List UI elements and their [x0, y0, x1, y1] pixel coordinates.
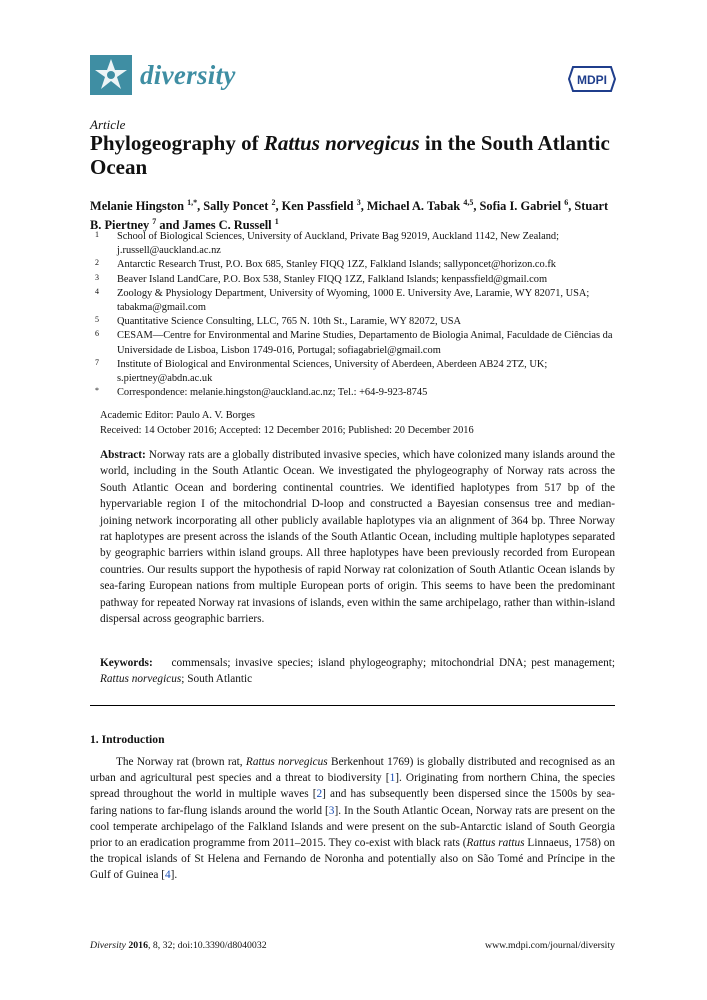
abstract-label: Abstract: [100, 449, 146, 461]
mdpi-logo[interactable] [567, 64, 617, 99]
affiliation-list [90, 230, 620, 400]
author[interactable]: Michael A. Tabak $^{4,5}$ [366, 198, 474, 214]
page-footer [90, 940, 615, 951]
author[interactable]: Sofia I. Gabriel $^6$ [479, 198, 569, 214]
publisher-name: MDPI [577, 73, 607, 87]
keywords-label: Keywords: [100, 657, 153, 669]
mdpi-emblem-icon [567, 64, 617, 94]
citation-link[interactable]: 3 [328, 804, 335, 817]
academic-editor: Academic Editor: Paulo A. V. Borges [100, 410, 255, 421]
author[interactable]: Melanie Hingston $^{1,*}$ [90, 198, 198, 214]
journal-emblem-icon [90, 55, 132, 95]
abstract [100, 447, 615, 627]
affiliation-item: 3 Beaver Island LandCare, P.O. Box 538, Stanley FIQQ 1ZZ, Falkland Islands; kenpassfield@gmail.com [95, 272, 548, 285]
article-title: Phylogeography of Rattus norvegicus in the South Atlantic Ocean [90, 131, 610, 179]
publication-info [100, 409, 474, 438]
citation-link[interactable]: 1 [389, 772, 396, 785]
abstract-text: Norway rats are a globally distributed invasive species, which have colonized many islands around the world, including in the South Atlantic Ocean. We investigated the phylogeography of Norway rats across the South Atlantic Ocean and bordering continental countries. We identified haplotypes from 517 bp of the hypervariable region I of the mitochondrial D-loop and constructed a Bayesian consensus tree and median-joining network incorporating all other publicly available haplotypes via an alignment of 364 bp. Three Norway rat haplotypes are present across the islands of the South Atlantic Ocean, including multiple haplotypes separated by geographic barriers within island groups. All three haplotypes have been previously recorded from European countries. Our results support the hypothesis of rapid Norway rat colonization of South Atlantic Ocean islands by sea-faring European nations from multiple European ports of origin. This seems to have been the predominant pathway for repeated Norway rat invasions of islands, even within the same archipelago, rather than within-island dispersal across geographic barriers. [100, 449, 615, 626]
author[interactable]: James C. Russell $^1$ [182, 217, 279, 233]
journal-name: diversity [140, 59, 236, 90]
correspondence-item: * Correspondence: melanie.hingston@auckland.ac.nz; Tel.: +64-9-923-8745 [95, 386, 428, 399]
affiliation-item: 2 Antarctic Research Trust, P.O. Box 685, Stanley FIQQ 1ZZ, Falkland Islands; sallyponcet@horizon.co.fk [95, 258, 556, 271]
author[interactable]: Sally Poncet $^2$ [203, 198, 276, 214]
affiliation-item: 4 Zoology & Physiology Department, University of Wyoming, 1000 E. University Ave, Laramie, WY 82071, USA; tabakma@gmail.com [95, 286, 590, 314]
affiliation-item: 6 CESAM—Centre for Environmental and Marine Studies, Departamento de Biologia Animal, Faculdade de Ciências da Universidade de Lisboa, Lisbon 1749-016, Portugal; sofiagabriel@gmail.com [95, 329, 613, 356]
journal-logo[interactable] [90, 55, 236, 95]
citation-link[interactable]: 2 [316, 788, 323, 801]
affiliation-item: 1 School of Biological Sciences, University of Auckland, Private Bag 92019, Auckland 1142, New Zealand; j.russell@auckland.ac.nz [95, 230, 559, 257]
publication-dates: Received: 14 October 2016; Accepted: 12 December 2016; Published: 20 December 2016 [100, 424, 474, 436]
journal-url[interactable]: www.mdpi.com/journal/diversity [485, 940, 615, 951]
affiliation-item: 5 Quantitative Science Consulting, LLC, 765 N. 10th St., Laramie, WY 82072, USA [95, 315, 462, 328]
introduction-paragraph: The Norway rat (brown rat, Rattus norvegicus Berkenhout 1769) is globally distributed and recognised as an urban and agricultural pest species and a threat to biodiversity [1]. Originating from northern China, the species spread throughout the world in multiple waves [2] and has subsequently been dispersed since the 1500s by sea-faring nations to far-flung islands around the world [3]. In the South Atlantic Ocean, Norway rats are present on the cool temperate archipelago of the Falkland Islands and were present on the sub-Antarctic island of South Georgia prior to an eradication programme from 2011–2015. They co-exist with black rats (Rattus rattus Linnaeus, 1758) on the tropical islands of St Helena and Fernando de Noronha and potentially also on São Tomé and Príncipe in the Gulf of Guinea [4]. [90, 756, 616, 882]
author[interactable]: Stuart B. Piertney $^7$ [90, 199, 609, 233]
author[interactable]: Ken Passfield $^3$ [281, 198, 361, 214]
article-type: Article [90, 117, 126, 132]
citation-link[interactable]: 4 [164, 869, 171, 882]
keywords: Keywords: commensals; invasive species; island phylogeography; mitochondrial DNA; pest management; Rattus norvegicus; South Atlantic [100, 657, 616, 686]
section-divider [90, 705, 615, 706]
affiliation-item: 7 Institute of Biological and Environmental Sciences, University of Aberdeen, Aberdeen AB24 2TZ, UK; s.piertney@abdn.ac.uk [95, 357, 548, 385]
author-list: Melanie Hingston $^{1,*}$, Sally Poncet $^2$, Ken Passfield $^3$, Michael A. Tabak $^{4,5}$, Sofia I. Gabriel $^6$, Stuart B. Piertney $^7$ and James C. Russell $^1$ [90, 198, 609, 233]
citation-footer: Diversity 2016, 8, 32; doi:10.3390/d8040032 [90, 940, 267, 951]
section-heading-introduction: 1. Introduction [90, 733, 165, 746]
